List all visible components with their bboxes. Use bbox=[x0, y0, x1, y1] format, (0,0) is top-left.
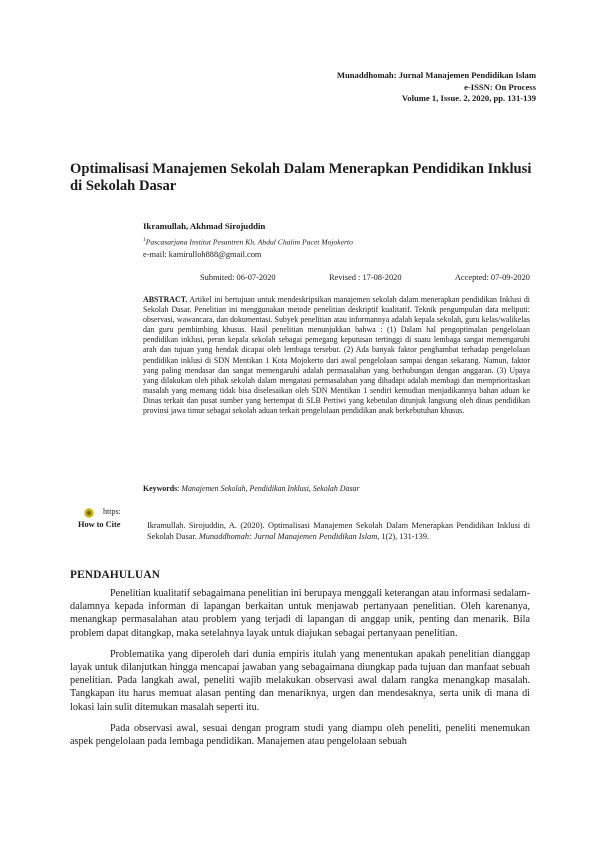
abstract bbox=[143, 295, 530, 416]
body-paragraph: Pada observasi awal, sesuai dengan program studi yang diampu oleh peneliti, peneliti menemukan aspek pengelolaan pada lembaga pendidikan. Manajemen atau pengelolaan sebuah bbox=[70, 722, 530, 748]
article-email[interactable]: e-mail: kamirulloh888@gmail.com bbox=[143, 250, 262, 259]
orcid-circle-icon[interactable] bbox=[84, 508, 94, 518]
keywords-separator: : bbox=[177, 484, 182, 493]
abstract-text: Artikel ini bertujuan untuk mendeskripsikan manajemen sekolah dalam menerapkan pendidikan Inklusi di Sekolah Dasar. Penelitian ini menggunakan metode penelitian deskriptif kualitatif. Teknik pengumpulan data meliputi: observasi, wawancara, dan dokumentasi. Subyek penelitian atau informannya adalah kepala sekolah, guru kelas/walikelas dan guru pembimbing khusus. Hasil penelitian menunjukkan bahwa : (1) Dalam hal pengoptimalan pengelolaan pendidikan inklusi, peran kepala sekolah sebagai pemegang keputusan tertinggi di suatu lembaga sangat memengaruhi arah dan tujuan yang hendak dicapai oleh lembaga tersebut. (2) Ada banyak faktor penghambat terhadap pengelolaan pendidikan inklusi di SDN Mentikan 1 Kota Mojokerto dari awal pengelolaan sampai dengan sekarang. Namun, faktor yang paling mendasar dan sangat memengaruhi adalah permasalahan yang berhubungan dengan anggaran. (3) Upaya yang dilakukan oleh pihak sekolah dalam mengatasi permasalahan yang dihadapi adalah membagi dan memprioritaskan masalah yang memang tidak bisa diselesaikan oleh SDN Mentikan 1 sendiri kemudian menjadikannya bahan aduan ke Dinas terkait dan pusat sumber yang bertempat di SLB Pertiwi yang kebetulan ditunjuk langsung oleh dinas pendidikan provinsi jawa timur sebagai sekolah aduan terkait pengelolaan pendidikan anak berkebutuhan khusus. bbox=[143, 295, 530, 416]
article-dates bbox=[200, 273, 530, 282]
affiliation-mark: 1 bbox=[143, 237, 146, 243]
abstract-label: ABSTRACT. bbox=[143, 295, 188, 304]
citation-main: Ikramullah. Sirojuddin, A. (2020). Optimalisasi Manajemen Sekolah Dalam Menerapkan Pendidikan Inklusi di Sekolah Dasar. bbox=[147, 521, 530, 542]
how-to-cite-label: How to Cite bbox=[78, 520, 121, 529]
journal-volume: Volume 1, Issue. 2, 2020, pp. 131-139 bbox=[401, 93, 536, 103]
section-body bbox=[70, 587, 530, 756]
article-affiliation bbox=[143, 237, 353, 247]
citation-tail: , 1(2), 131-139. bbox=[377, 532, 430, 542]
accepted-date: Accepted: 07-09-2020 bbox=[454, 273, 530, 282]
citation-journal: Munaddhomah: Jurnal Manajemen Pendidikan Islam bbox=[198, 532, 378, 542]
keywords-label: Keywords bbox=[143, 484, 178, 493]
article-title: Optimalisasi Manajemen Sekolah Dalam Menerapkan Pendidikan Inklusi di Sekolah Dasar bbox=[70, 161, 532, 194]
journal-issn: e-ISSN: On Process bbox=[464, 81, 536, 92]
keywords-values: Manajemen Sekolah, Pendidikan Inklusi, Sekolah Dasar bbox=[181, 484, 360, 493]
body-paragraph: Penelitian kualitatif sebagaimana penelitian ini berupaya menggali keterangan atau informasi sedalam-dalamnya kepada informan di lapangan berkaitan untuk menjawab pertanyaan penelitian. Oleh karenanya, menangkap permasalahan atau problem yang terjadi di lapangan di anggap unik, penting dan menarik. Bila problem dapat ditangkap, maka setelahnya layak untuk diajukan sebagai pertanyaan penelitian. bbox=[70, 588, 530, 639]
article-authors: Ikramullah, Akhmad Sirojuddin bbox=[143, 221, 266, 231]
keywords bbox=[143, 484, 360, 493]
cite-url[interactable]: https: bbox=[103, 507, 121, 516]
journal-name: Munaddhomah: Jurnal Manajemen Pendidikan Islam bbox=[336, 70, 536, 80]
citation-text bbox=[147, 520, 530, 543]
affiliation-text: Pascasarjana Institut Pesantren Kh. Abdul Chalim Pacet Mojokerto bbox=[145, 237, 353, 247]
section-heading: PENDAHULUAN bbox=[70, 569, 161, 581]
journal-header bbox=[337, 70, 536, 105]
submitted-date: Submited: 06-07-2020 bbox=[200, 273, 276, 282]
body-paragraph: Problematika yang diperoleh dari dunia empiris itulah yang menentukan apakah penelitian dianggap layak untuk dilanjutkan hingga mencapai jawaban yang sebagaimana diungkap pada tujuan dan manfaat sebuah penelitian. Pada langkah awal, peneliti wajib melakukan observasi awal dalam rangka menangkap masalah. Tangkapan itu harus memuat alasan penting dan menariknya, urgen dan mendesaknya, serta unik di mana di lokasi lain sulit ditemukan masalah seperti itu. bbox=[70, 648, 530, 713]
revised-date: Revised : 17-08-2020 bbox=[328, 273, 402, 282]
